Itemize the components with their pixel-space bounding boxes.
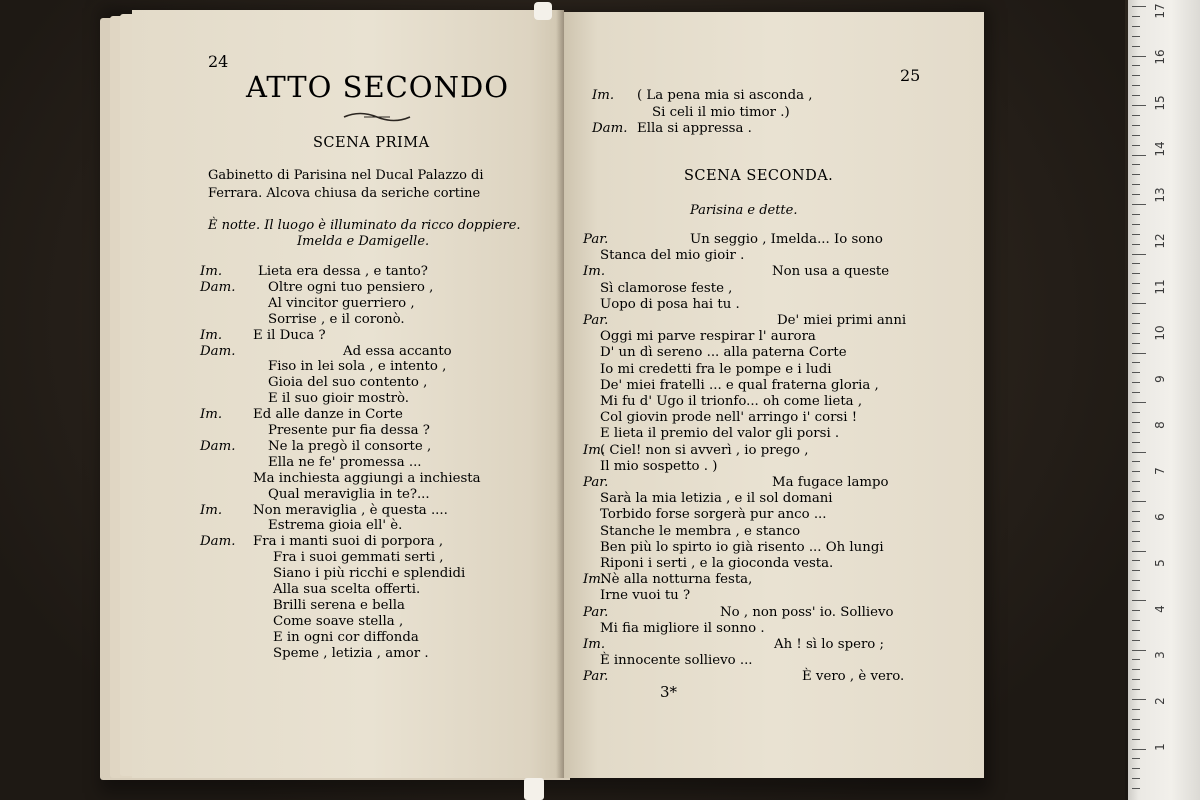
ruler-tick — [1132, 16, 1140, 17]
ruler-tick — [1132, 630, 1140, 631]
speaker-label: Dam. — [200, 343, 236, 359]
ruler-tick — [1132, 452, 1146, 453]
ruler-tick — [1132, 580, 1140, 581]
verse-line: Irne vuoi tu ? — [600, 588, 691, 604]
ruler-tick — [1132, 640, 1140, 641]
page-number-right: 25 — [900, 66, 921, 85]
ruler-number: 11 — [1153, 279, 1167, 295]
ruler-number: 4 — [1153, 605, 1167, 613]
speaker-label: Im. — [583, 264, 606, 280]
ruler-tick — [1132, 105, 1146, 106]
ruler-tick — [1132, 521, 1140, 522]
verse-line: Ella ne fe' promessa ... — [268, 454, 422, 470]
page-number-left: 24 — [208, 52, 229, 71]
speaker-label: Im. — [583, 442, 606, 458]
verse-line: Si celi il mio timor .) — [652, 104, 790, 120]
speaker-label: Par. — [583, 669, 609, 685]
ruler-tick — [1132, 788, 1140, 789]
ruler-tick — [1132, 541, 1140, 542]
ruler-tick — [1132, 768, 1140, 769]
ruler-tick — [1132, 481, 1140, 482]
ruler-tick — [1132, 125, 1140, 126]
verse-line: Come soave stella , — [273, 613, 404, 629]
ruler-tick — [1132, 303, 1146, 304]
ruler-number: 2 — [1153, 697, 1167, 705]
verse-line: Oltre ogni tuo pensiero , — [268, 279, 434, 295]
setting-line-1: Gabinetto di Parisina nel Ducal Palazzo di — [208, 168, 484, 183]
verse-line: È innocente sollievo ... — [600, 653, 753, 669]
verse-line: Fra i suoi gemmati serti , — [273, 550, 444, 566]
ruler-tick — [1132, 46, 1140, 47]
verse-line: ( Ciel! non si avverì , io prego , — [600, 442, 809, 458]
ruler-tick — [1132, 669, 1140, 670]
ruler-tick — [1132, 610, 1140, 611]
characters-left: Imelda e Damigelle. — [297, 234, 430, 249]
verse-line: Nè alla notturna festa, — [600, 572, 753, 588]
ruler-tick — [1132, 600, 1146, 601]
verse-line: Ad essa accanto — [343, 343, 452, 359]
ruler-tick — [1132, 422, 1140, 423]
speaker-label: Dam. — [592, 121, 628, 136]
ruler-tick — [1132, 412, 1140, 413]
speaker-label: Im. — [200, 264, 223, 279]
verse-line: Fiso in lei sola , e intento , — [268, 359, 447, 375]
ruler-tick — [1132, 95, 1140, 96]
verse-line: Lieta era dessa , e tanto? — [258, 264, 428, 279]
ruler-tick — [1132, 501, 1146, 502]
verse-line: Sarà la mia letizia , e il sol domani — [600, 491, 833, 507]
speaker-label: Par. — [583, 313, 609, 328]
verse-line: Un seggio , Imelda... Io sono — [690, 232, 883, 247]
verse-line: Ma inchiesta aggiungi a inchiesta — [253, 470, 481, 486]
speaker-label: Dam. — [200, 534, 236, 550]
ruler-tick — [1132, 293, 1140, 294]
ruler-tick — [1132, 184, 1140, 185]
ruler-tick — [1132, 749, 1146, 750]
verse-line: E in ogni cor diffonda — [273, 629, 419, 645]
ruler-number: 17 — [1153, 3, 1167, 19]
speaker-label: Im. — [200, 502, 223, 518]
verse-line: Qual meraviglia in te?... — [268, 486, 430, 502]
verse-line: Siano i più ricchi e splendidi — [273, 566, 466, 582]
ruler-tick — [1132, 273, 1140, 274]
verse-line: Speme , letizia , amor . — [273, 645, 429, 661]
verse-line: Mi fia migliore il sonno . — [600, 620, 765, 636]
speaker-label: Par. — [583, 475, 609, 490]
ruler-tick — [1132, 689, 1140, 690]
ruler-tick — [1132, 650, 1146, 651]
ruler-tick — [1132, 204, 1146, 205]
verse-line: Ah ! sì lo spero ; — [774, 637, 885, 652]
ruler-number: 12 — [1153, 233, 1167, 249]
verse-line: Ben più lo spirto io già risento ... Oh lungi — [600, 539, 884, 555]
ruler-tick — [1132, 174, 1140, 175]
ruler-tick — [1132, 392, 1140, 393]
verse-line: È vero , è vero. — [802, 669, 905, 685]
ruler-tick — [1132, 551, 1146, 552]
verse-line: Riponi i serti , e la gioconda vesta. — [600, 556, 834, 571]
ruler-tick — [1132, 353, 1146, 354]
verse-line: Io mi credetti fra le pompe e i ludi — [600, 361, 832, 377]
ruler-number: 1 — [1153, 743, 1167, 751]
verse-line: Sì clamorose feste , — [600, 280, 733, 296]
setting-line-2: Ferrara. Alcova chiusa da seriche cortine — [208, 186, 481, 201]
verse-line: De' miei fratelli ... e qual fraterna gloria , — [600, 377, 879, 393]
verse-line: Ella si appressa . — [637, 121, 752, 136]
ruler-number: 5 — [1153, 559, 1167, 567]
ruler-tick — [1132, 531, 1140, 532]
ruler-tick — [1132, 6, 1146, 7]
characters-right: Parisina e dette. — [690, 203, 798, 218]
binding-thread — [524, 778, 544, 800]
ruler-tick — [1132, 224, 1140, 225]
ruler-tick — [1132, 719, 1140, 720]
ruler-tick — [1132, 699, 1146, 700]
ruler-tick — [1132, 778, 1140, 779]
ruler-tick — [1132, 402, 1146, 403]
speaker-label: Im. — [200, 327, 223, 343]
ruler-tick — [1132, 65, 1140, 66]
ruler-tick — [1132, 659, 1140, 660]
act-heading: ATTO SECONDO — [246, 70, 509, 104]
speaker-label: Im. — [583, 572, 606, 588]
ruler-tick — [1132, 461, 1140, 462]
ruler-tick — [1132, 214, 1140, 215]
ruler-tick — [1132, 36, 1140, 37]
ruler-tick — [1132, 234, 1140, 235]
verse-line: Ed alle danze in Corte — [253, 407, 403, 423]
verse-line: E il Duca ? — [253, 327, 326, 343]
ruler-tick — [1132, 739, 1140, 740]
speaker-label: Par. — [583, 604, 609, 620]
ruler-tick — [1132, 432, 1140, 433]
verse-line: Presente pur fia dessa ? — [268, 423, 430, 438]
ruler-tick — [1132, 590, 1140, 591]
ruler-number: 14 — [1153, 141, 1167, 157]
speaker-label: Im. — [200, 407, 223, 423]
ruler-tick — [1132, 570, 1140, 571]
verse-line: Non usa a queste — [772, 264, 890, 280]
ruler-tick — [1132, 372, 1140, 373]
ruler-number: 15 — [1153, 95, 1167, 111]
verse-line: Mi fu d' Ugo il trionfo... oh come lieta , — [600, 394, 863, 409]
ruler-tick — [1132, 194, 1140, 195]
ruler-tick — [1132, 758, 1140, 759]
signature-mark: 3* — [660, 683, 678, 701]
ruler-tick — [1132, 511, 1140, 512]
ruler-tick — [1132, 263, 1140, 264]
ruler-tick — [1132, 323, 1140, 324]
verse-line: Il mio sospetto . ) — [600, 458, 718, 474]
ruler-tick — [1132, 135, 1140, 136]
ruler-tick — [1132, 333, 1140, 334]
ruler-tick — [1132, 343, 1140, 344]
verse-line: Fra i manti suoi di porpora , — [253, 534, 444, 550]
verse-line: Stanche le membra , e stanco — [600, 523, 801, 539]
ruler-tick — [1132, 362, 1140, 363]
verse-line: ( La pena mia si asconda , — [637, 88, 813, 103]
verse-line: Col giovin prode nell' arringo i' corsi ! — [600, 410, 858, 426]
speaker-label: Im. — [592, 88, 615, 103]
ruler-tick — [1132, 442, 1140, 443]
speaker-label: Dam. — [200, 279, 236, 295]
ruler-tick — [1132, 382, 1140, 383]
scene-heading-left: SCENA PRIMA — [313, 135, 430, 151]
scene-heading-right: SCENA SECONDA. — [684, 168, 834, 184]
ruler-tick — [1132, 471, 1140, 472]
ruler-number: 3 — [1153, 651, 1167, 659]
verse-line: Torbido forse sorgerà pur anco ... — [600, 507, 827, 523]
ruler-tick — [1132, 164, 1140, 165]
ruler-number: 16 — [1153, 49, 1167, 65]
ruler-tick — [1132, 729, 1140, 730]
verse-line: D' un dì sereno ... alla paterna Corte — [600, 345, 847, 361]
verse-line: Alla sua scelta offerti. — [273, 582, 421, 597]
ornament-divider — [342, 110, 412, 124]
verse-line: E il suo gioir mostrò. — [268, 391, 410, 407]
verse-line: Oggi mi parve respirar l' aurora — [600, 329, 816, 345]
ruler-number: 7 — [1153, 467, 1167, 475]
ruler-tick — [1132, 155, 1146, 156]
ruler-tick — [1132, 620, 1140, 621]
ruler-tick — [1132, 283, 1140, 284]
ruler-tick — [1132, 679, 1140, 680]
verse-line: No , non poss' io. Sollievo — [720, 604, 894, 620]
ruler-number: 9 — [1153, 375, 1167, 383]
ruler-tick — [1132, 115, 1140, 116]
verse-line: Stanca del mio gioir . — [600, 248, 745, 264]
speaker-label: Im. — [583, 637, 606, 652]
ruler-tick — [1132, 26, 1140, 27]
verse-line: Ne la pregò il consorte , — [268, 438, 432, 454]
ruler-tick — [1132, 75, 1140, 76]
ruler-number: 13 — [1153, 187, 1167, 203]
ruler-tick — [1132, 254, 1146, 255]
ruler-tick — [1132, 244, 1140, 245]
ruler-tick — [1132, 85, 1140, 86]
verse-line: Gioia del suo contento , — [268, 375, 428, 391]
ruler-tick — [1132, 56, 1146, 57]
verse-line: Ma fugace lampo — [772, 475, 889, 490]
ruler-tick — [1132, 491, 1140, 492]
verse-line: E lieta il premio del valor gli porsi . — [600, 426, 840, 442]
speaker-label: Dam. — [200, 438, 236, 454]
verse-line: Uopo di posa hai tu . — [600, 296, 740, 312]
ruler-tick — [1132, 560, 1140, 561]
ruler-tick — [1132, 145, 1140, 146]
ruler-tick — [1132, 313, 1140, 314]
verse-line: Brilli serena e bella — [273, 597, 405, 613]
ruler-number: 10 — [1153, 325, 1167, 341]
ruler-number: 6 — [1153, 513, 1167, 521]
binding-thread — [534, 2, 552, 20]
verse-line: Non meraviglia , è questa .... — [253, 502, 448, 518]
verse-line: Al vincitor guerriero , — [268, 295, 415, 311]
verse-line: De' miei primi anni — [777, 313, 907, 328]
verse-line: Sorrise , e il coronò. — [268, 311, 405, 327]
ruler-tick — [1132, 709, 1140, 710]
stage-direction: È notte. Il luogo è illuminato da ricco doppiere. — [208, 218, 521, 233]
verse-line: Estrema gioia ell' è. — [268, 518, 403, 534]
ruler-number: 8 — [1153, 421, 1167, 429]
speaker-label: Par. — [583, 232, 609, 247]
